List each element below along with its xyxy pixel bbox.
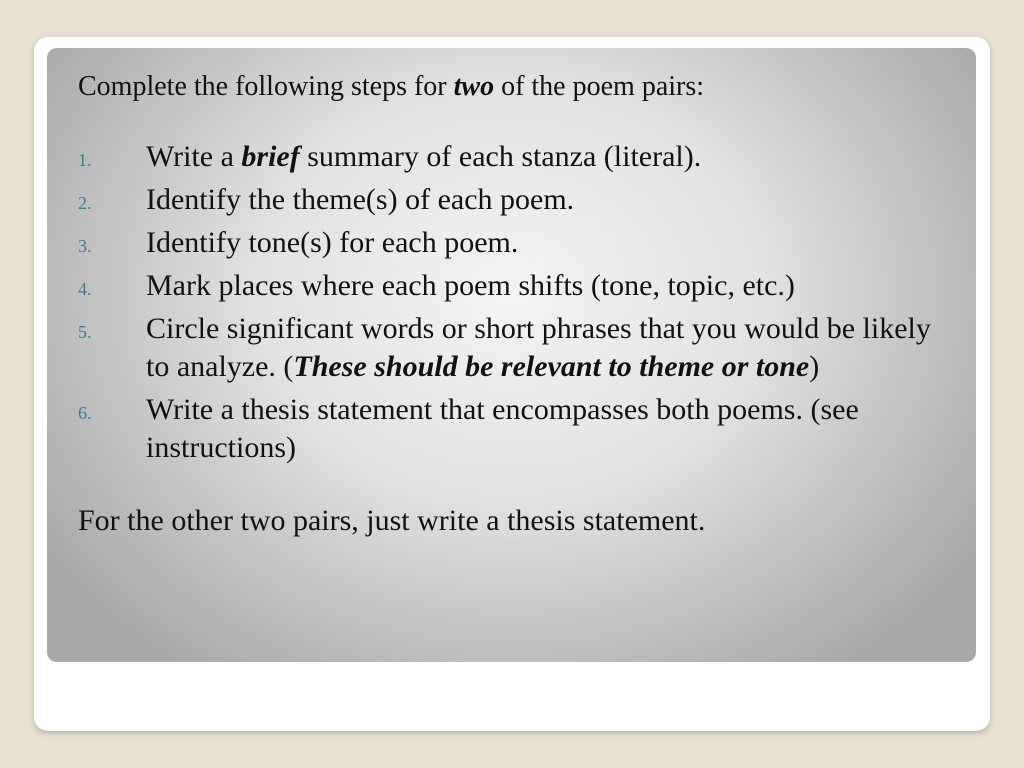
intro-before: Complete the following steps for xyxy=(78,71,454,102)
step-text: Write a thesis statement that encompasses both poems. (see instructions) xyxy=(146,393,859,464)
step-emphasis: brief xyxy=(241,140,300,173)
step-number: 2. xyxy=(78,193,92,213)
step-text-after: ) xyxy=(809,350,820,383)
step-item-6 xyxy=(78,391,936,467)
step-number: 6. xyxy=(78,403,92,423)
step-text: Identify tone(s) for each poem. xyxy=(146,226,519,259)
step-item-1 xyxy=(78,138,936,176)
step-text-after: summary of each stanza (literal). xyxy=(299,140,702,173)
slide-content xyxy=(78,68,958,540)
step-item-3 xyxy=(78,224,936,262)
step-number: 3. xyxy=(78,236,92,256)
step-item-4 xyxy=(78,267,936,305)
step-text-before: Circle significant words or short phrases that you would be likely to analyze. ( xyxy=(146,312,931,383)
step-number: 5. xyxy=(78,322,92,342)
intro-text xyxy=(78,68,958,105)
step-number: 4. xyxy=(78,279,92,299)
step-text-before: Write a xyxy=(146,140,242,173)
step-item-2 xyxy=(78,181,936,219)
step-emphasis: These should be relevant to theme or tone xyxy=(293,350,810,383)
step-number: 1. xyxy=(78,150,92,170)
intro-after: of the poem pairs: xyxy=(494,71,705,102)
outro-text: For the other two pairs, just write a thesis statement. xyxy=(78,504,706,537)
step-text: Mark places where each poem shifts (tone, topic, etc.) xyxy=(146,269,795,302)
step-item-5 xyxy=(78,310,936,386)
intro-emphasis: two xyxy=(453,71,495,102)
steps-list xyxy=(78,138,958,467)
step-text: Identify the theme(s) of each poem. xyxy=(146,183,575,216)
